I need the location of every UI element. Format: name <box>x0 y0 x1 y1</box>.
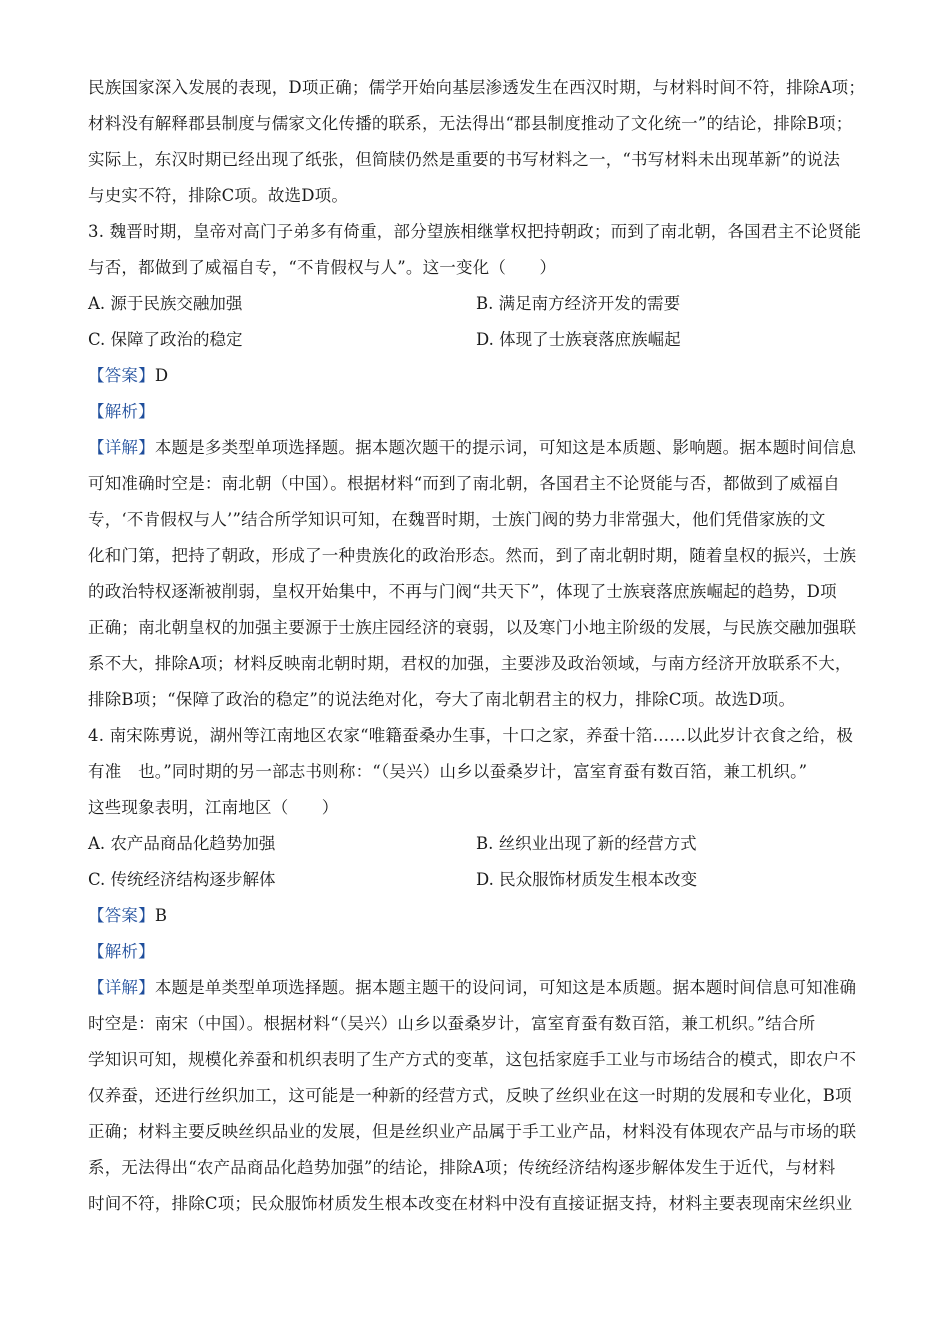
detail-line: 可知准确时空是：南北朝（中国）。根据材料“而到了南北朝，各国君主不论贤能与否，都做到了威福自 <box>88 474 840 493</box>
answer-value: D <box>154 366 169 385</box>
option-a: A. 源于民族交融加强 <box>88 294 243 313</box>
analysis-label: 【解析】 <box>88 942 155 961</box>
text-line: 与史实不符，排除C项。故选D项。 <box>88 186 349 205</box>
question-4 <box>88 718 864 1222</box>
answer-label: 【答案】 <box>88 906 155 925</box>
detail-line: 化和门第，把持了朝政，形成了一种贵族化的政治形态。然而，到了南北朝时期，随着皇权的振兴，士族 <box>88 546 857 565</box>
question-3 <box>88 214 864 718</box>
text-line: 民族国家深入发展的表现，D项正确；儒学开始向基层渗透发生在西汉时期，与材料时间不符，排除A项； <box>88 78 866 97</box>
detail-line: 正确；南北朝皇权的加强主要源于士族庄园经济的衰弱，以及寒门小地主阶级的发展，与民族交融加强联 <box>88 618 857 637</box>
question-stem-line: 与否，都做到了威福自专，“不肯假权与人”。这一变化（ ） <box>88 258 557 277</box>
intro-paragraph <box>88 70 864 214</box>
options-grid <box>88 826 864 898</box>
detail-line: 系不大，排除A项；材料反映南北朝时期，君权的加强，主要涉及政治领域，与南方经济开放联系不大， <box>88 654 852 673</box>
analysis-label: 【解析】 <box>88 402 155 421</box>
detail-text: 本题是单类型单项选择题。据本题主题干的设问词，可知这是本质题。据本题时间信息可知准确 <box>154 978 857 997</box>
detail-line: 专，‘不肯假权与人’”结合所学知识可知，在魏晋时期，士族门阀的势力非常强大，他们凭借家族的文 <box>88 510 826 529</box>
answer-line <box>88 898 864 934</box>
question-stem-line: 有准 也。”同时期的另一部志书则称：“（吴兴）山乡以蚕桑岁计，富室育蚕有数百箔，兼工机织。” <box>88 762 808 781</box>
detail-line: 仅养蚕，还进行丝织加工，这可能是一种新的经营方式，反映了丝织业在这一时期的发展和专业化，B项 <box>88 1086 852 1105</box>
detail-line: 正确；材料主要反映丝织品业的发展，但是丝织业产品属于手工业产品，材料没有体现农产品与市场的联 <box>88 1122 857 1141</box>
detail-line <box>88 970 864 1006</box>
detail-label: 【详解】 <box>88 978 155 997</box>
option-d: D. 民众服饰材质发生根本改变 <box>476 870 698 889</box>
detail-line: 排除B项；“保障了政治的稳定”的说法绝对化，夸大了南北朝君主的权力，排除C项。故选D项。 <box>88 690 796 709</box>
options-grid <box>88 286 864 358</box>
option-b: B. 满足南方经济开发的需要 <box>476 294 681 313</box>
detail-label: 【详解】 <box>88 438 155 457</box>
detail-line <box>88 430 864 466</box>
detail-line: 时空是：南宋（中国）。根据材料“（吴兴）山乡以蚕桑岁计，富室育蚕有数百箔，兼工机织。”结合所 <box>88 1014 816 1033</box>
option-c: C. 传统经济结构逐步解体 <box>88 870 276 889</box>
answer-label: 【答案】 <box>88 366 155 385</box>
detail-line: 时间不符，排除C项；民众服饰材质发生根本改变在材料中没有直接证据支持，材料主要表现南宋丝织业 <box>88 1194 853 1213</box>
detail-line: 学知识可知，规模化养蚕和机织表明了生产方式的变革，这包括家庭手工业与市场结合的模式，即农户不 <box>88 1050 857 1069</box>
detail-text: 本题是多类型单项选择题。据本题次题干的提示词，可知这是本质题、影响题。据本题时间信息 <box>154 438 857 457</box>
answer-line <box>88 358 864 394</box>
detail-line: 系，无法得出“农产品商品化趋势加强”的结论，排除A项；传统经济结构逐步解体发生于近代，与材料 <box>88 1158 836 1177</box>
option-c: C. 保障了政治的稳定 <box>88 330 243 349</box>
question-stem-line: 这些现象表明，江南地区（ ） <box>88 798 339 817</box>
document-page <box>88 70 864 1222</box>
text-line: 实际上，东汉时期已经出现了纸张，但简牍仍然是重要的书写材料之一，“书写材料未出现革新”的说法 <box>88 150 841 169</box>
option-d: D. 体现了士族衰落庶族崛起 <box>476 330 681 349</box>
question-stem-line: 3. 魏晋时期，皇帝对高门子弟多有倚重，部分望族相继掌权把持朝政；而到了南北朝，各国君主不论贤能 <box>88 222 862 241</box>
answer-value: B <box>154 906 168 925</box>
option-a: A. 农产品商品化趋势加强 <box>88 834 276 853</box>
option-b: B. 丝织业出现了新的经营方式 <box>476 834 697 853</box>
text-line: 材料没有解释郡县制度与儒家文化传播的联系，无法得出“郡县制度推动了文化统一”的结论，排除B项； <box>88 114 853 133</box>
question-stem-line: 4. 南宋陈旉说，湖州等江南地区农家“唯籍蚕桑办生事，十口之家，养蚕十箔……以此岁计衣食之给，极 <box>88 726 854 745</box>
detail-line: 的政治特权逐渐被削弱，皇权开始集中，不再与门阀“共天下”，体现了士族衰落庶族崛起的趋势，D项 <box>88 582 837 601</box>
